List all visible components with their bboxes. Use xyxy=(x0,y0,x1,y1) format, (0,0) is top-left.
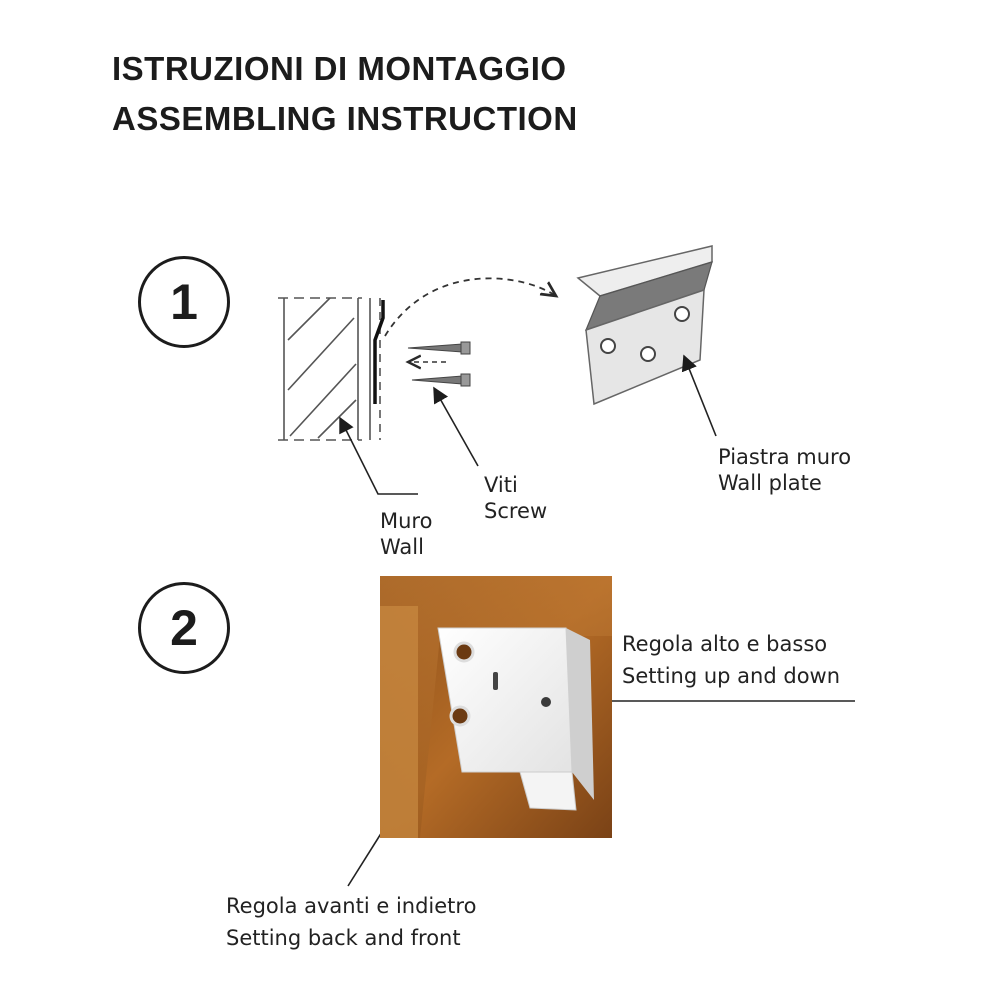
wall-plate-label-it: Piastra muro xyxy=(718,445,852,469)
plate-leader-line xyxy=(684,356,716,436)
wall-plate-label-en: Wall plate xyxy=(718,471,822,495)
screw-leader-line xyxy=(434,388,478,466)
step-2-badge: 2 xyxy=(138,582,230,674)
depth-adjust-label-en: Setting back and front xyxy=(226,926,461,950)
wall-plate-label xyxy=(718,444,851,496)
step-1-badge: 1 xyxy=(138,256,230,348)
depth-adjust-label xyxy=(226,890,476,954)
dashed-arrow-icon xyxy=(385,278,556,336)
screw-label xyxy=(484,472,547,524)
wall-label-it: Muro xyxy=(380,509,433,533)
wall-label-en: Wall xyxy=(380,535,424,559)
wall-leader-line xyxy=(340,418,418,494)
screw-label-it: Viti xyxy=(484,473,518,497)
bracket-photo xyxy=(380,576,612,838)
wall-label xyxy=(380,508,432,560)
wall-section-drawing xyxy=(278,298,380,440)
vertical-adjust-label xyxy=(622,628,840,692)
title-italian: ISTRUZIONI DI MONTAGGIO xyxy=(112,50,567,87)
plate-profile-drawing xyxy=(375,300,383,404)
screw-icon xyxy=(408,342,470,354)
screw-icon-2 xyxy=(412,374,470,386)
wall-plate-drawing xyxy=(578,246,712,404)
depth-adjust-label-it: Regola avanti e indietro xyxy=(226,894,477,918)
screw-label-en: Screw xyxy=(484,499,548,523)
title-english: ASSEMBLING INSTRUCTION xyxy=(112,100,578,137)
vertical-adjust-label-en: Setting up and down xyxy=(622,664,841,688)
vertical-adjust-label-it: Regola alto e basso xyxy=(622,632,828,656)
